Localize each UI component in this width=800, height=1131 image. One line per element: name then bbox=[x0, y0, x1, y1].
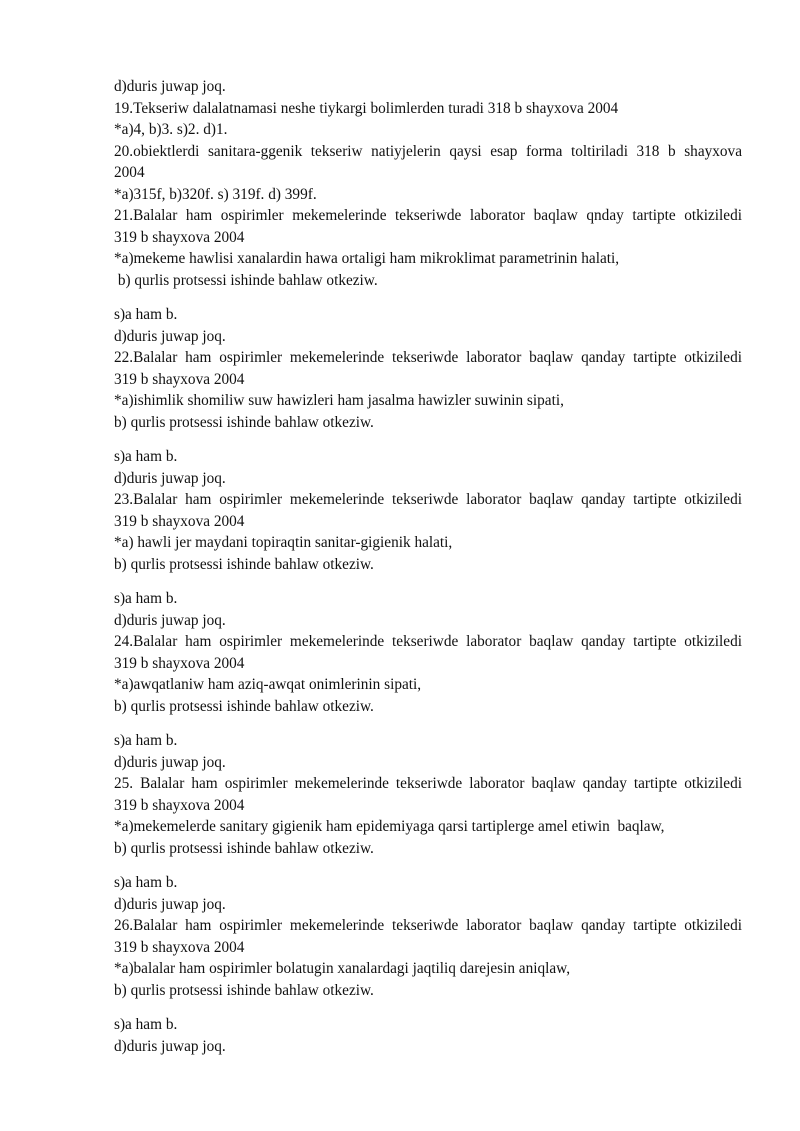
answer-s-q25: s)a ham b. bbox=[114, 874, 178, 891]
question-24-cont: 319 b shayxova 2004 bbox=[114, 654, 245, 672]
answer-d-q21: d)duris juwap joq. bbox=[114, 327, 226, 345]
spacer bbox=[114, 433, 742, 446]
spacer bbox=[114, 575, 742, 588]
answer-s-q26: s)a ham b. bbox=[114, 1016, 178, 1033]
answer-s-q23: s)a ham b. bbox=[114, 590, 178, 607]
answer-b-q25: b) qurlis protsessi ishinde bahlaw otkeziw. bbox=[114, 839, 374, 857]
answer-s-q21: s)a ham b. bbox=[114, 306, 178, 323]
answer-a-q23: *a) hawli jer maydani topiraqtin sanitar-gigienik halati, bbox=[114, 534, 453, 551]
answer-a-q26: *a)balalar ham ospirimler bolatugin xanalardagi jaqtiliq darejesin aniqlaw, bbox=[114, 960, 571, 977]
question-23-cont: 319 b shayxova 2004 bbox=[114, 512, 245, 530]
spacer bbox=[114, 291, 742, 304]
spacer bbox=[114, 717, 742, 730]
answer-d-q25: d)duris juwap joq. bbox=[114, 895, 226, 913]
question-26: 26.Balalar ham ospirimler mekemelerinde tekseriwde laborator baqlaw qanday tartipte otkiziledi bbox=[114, 917, 742, 934]
answer-a-q21: *a)mekeme hawlisi xanalardin hawa ortaligi ham mikroklimat parametrinin halati, bbox=[114, 250, 620, 267]
answer-d-q18: d)duris juwap joq. bbox=[114, 78, 226, 95]
answer-a-q25: *a)mekemelerde sanitary gigienik ham epidemiyaga qarsi tartiplerge amel etiwin baqlaw, bbox=[114, 818, 665, 835]
answer-a-q22: *a)ishimlik shomiliw suw hawizleri ham jasalma hawizler suwinin sipati, bbox=[114, 392, 564, 409]
answer-a-q24: *a)awqatlaniw ham aziq-awqat onimlerinin sipati, bbox=[114, 676, 422, 693]
answer-b-q23: b) qurlis protsessi ishinde bahlaw otkeziw. bbox=[114, 555, 374, 573]
answer-d-q22: d)duris juwap joq. bbox=[114, 469, 226, 487]
answer-s-q22: s)a ham b. bbox=[114, 448, 178, 465]
question-24: 24.Balalar ham ospirimler mekemelerinde tekseriwde laborator baqlaw qanday tartipte otkiziledi bbox=[114, 633, 742, 650]
question-22-cont: 319 b shayxova 2004 bbox=[114, 370, 245, 388]
document-page bbox=[114, 76, 742, 1057]
question-22: 22.Balalar ham ospirimler mekemelerinde tekseriwde laborator baqlaw qanday tartipte otkiziledi bbox=[114, 349, 742, 366]
answer-d-q23: d)duris juwap joq. bbox=[114, 611, 226, 629]
answer-b-q26: b) qurlis protsessi ishinde bahlaw otkeziw. bbox=[114, 981, 374, 999]
question-23: 23.Balalar ham ospirimler mekemelerinde tekseriwde laborator baqlaw qanday tartipte otkiziledi bbox=[114, 491, 742, 508]
question-20: 20.obiektlerdi sanitara-ggenik tekseriw natiyjelerin qaysi esap forma toltiriladi 318 b shayxova bbox=[114, 142, 742, 160]
question-20-cont: 2004 bbox=[114, 164, 145, 181]
answer-b-q22: b) qurlis protsessi ishinde bahlaw otkeziw. bbox=[114, 413, 374, 431]
spacer bbox=[114, 1001, 742, 1014]
answer-b-q21: b) qurlis protsessi ishinde bahlaw otkeziw. bbox=[114, 271, 378, 289]
question-25-cont: 319 b shayxova 2004 bbox=[114, 796, 245, 814]
question-21: 21.Balalar ham ospirimler mekemelerinde tekseriwde laborator baqlaw qnday tartipte otkiziledi bbox=[114, 207, 742, 224]
answers-q19: *a)4, b)3. s)2. d)1. bbox=[114, 121, 228, 138]
answer-s-q24: s)a ham b. bbox=[114, 732, 178, 749]
question-21-cont: 319 b shayxova 2004 bbox=[114, 228, 245, 246]
question-25: 25. Balalar ham ospirimler mekemelerinde tekseriwde laborator baqlaw qanday tartipte otkiziledi bbox=[114, 775, 742, 792]
answer-d-q24: d)duris juwap joq. bbox=[114, 753, 226, 771]
answers-q20: *a)315f, b)320f. s) 319f. d) 399f. bbox=[114, 185, 317, 203]
question-19: 19.Tekseriw dalalatnamasi neshe tiykargi bolimlerden turadi 318 b shayxova 2004 bbox=[114, 99, 619, 117]
question-26-cont: 319 b shayxova 2004 bbox=[114, 938, 245, 956]
spacer bbox=[114, 859, 742, 872]
answer-d-q26: d)duris juwap joq. bbox=[114, 1037, 226, 1055]
answer-b-q24: b) qurlis protsessi ishinde bahlaw otkeziw. bbox=[114, 697, 374, 715]
